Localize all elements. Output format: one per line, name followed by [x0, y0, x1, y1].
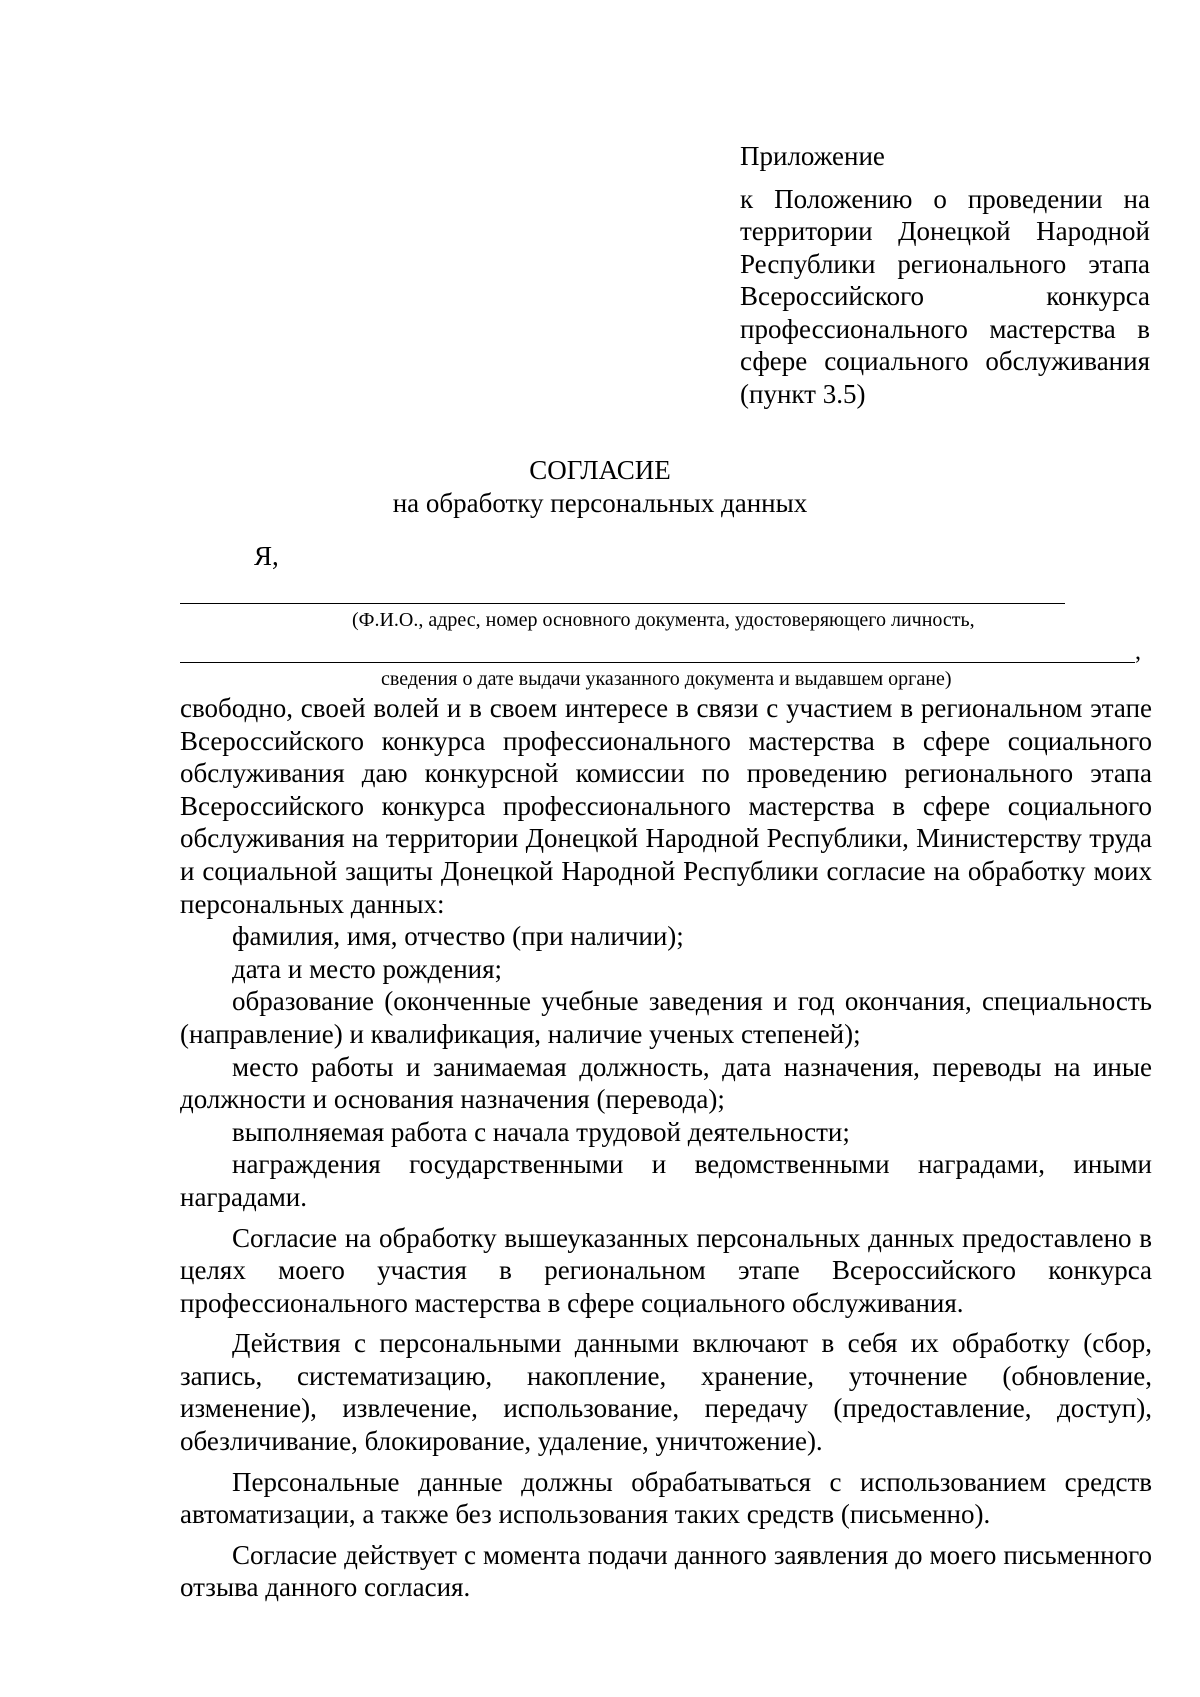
consent-processing: Персональные данные должны обрабатываться с использованием средств автоматизации, а также без использования таких средств (письменно).: [180, 1466, 1152, 1530]
fill-line-comma: ,: [1135, 639, 1141, 665]
list-item: фамилия, имя, отчество (при наличии);: [232, 921, 684, 952]
fill-line-caption-1: (Ф.И.О., адрес, номер основного документа, удостоверяющего личность,: [352, 609, 975, 631]
appendix-title: Приложение: [740, 141, 885, 171]
list-item: выполняемая работа с начала трудовой деятельности;: [232, 1116, 850, 1147]
ya-label: Я,: [254, 541, 279, 571]
consent-validity: Согласие действует с момента подачи данного заявления до моего письменного отзыва данного согласия.: [180, 1539, 1152, 1603]
appendix-text: к Положению о проведении на территории Донецкой Народной Республики регионального этапа Всероссийского конкурса профессионального мастерства в сфере социального обслуживания (пункт 3.5): [740, 183, 1150, 409]
appendix-block: [740, 140, 1150, 410]
fill-line-2: [180, 662, 1135, 663]
consent-purpose: Согласие на обработку вышеуказанных персональных данных предоставлено в целях моего участия в региональном этапе Всероссийского конкурса профессионального мастерства в сфере социального обслуживания.: [180, 1222, 1152, 1318]
list-item: образование (оконченные учебные заведения и год окончания, специальность (направление) и квалификация, наличие ученых степеней);: [180, 986, 1152, 1049]
list-item: дата и место рождения;: [232, 953, 503, 984]
consent-actions: Действия с персональными данными включают в себя их обработку (сбор, запись, систематизацию, накопление, хранение, уточнение (обновление, изменение), извлечение, использование, передачу (предоставление, доступ), обезличивание, блокирование, удаление, уничтожение).: [180, 1328, 1152, 1457]
list-item: награждения государственными и ведомственными наградами, иными наградами.: [180, 1149, 1152, 1212]
document-title: СОГЛАСИЕ: [529, 455, 671, 485]
list-item: место работы и занимаемая должность, дата назначения, переводы на иные должности и основания назначения (перевода);: [180, 1051, 1152, 1115]
fill-line-1: [180, 603, 1065, 604]
document-subtitle: на обработку персональных данных: [392, 488, 808, 518]
consent-body: [180, 692, 1152, 1604]
consent-intro: свободно, своей волей и в своем интересе в связи с участием в региональном этапе Всероссийского конкурса профессионального мастерства в сфере социального обслуживания даю конкурсной комиссии по проведению регионального этапа Всероссийского конкурса профессионального мастерства в сфере социального обслуживания на территории Донецкой Народной Республики, Министерству труда и социальной защиты Донецкой Народной Республики согласие на обработку моих персональных данных:: [180, 693, 1152, 919]
fill-line-caption-2: сведения о дате выдачи указанного документа и выдавшем органе): [381, 668, 952, 690]
